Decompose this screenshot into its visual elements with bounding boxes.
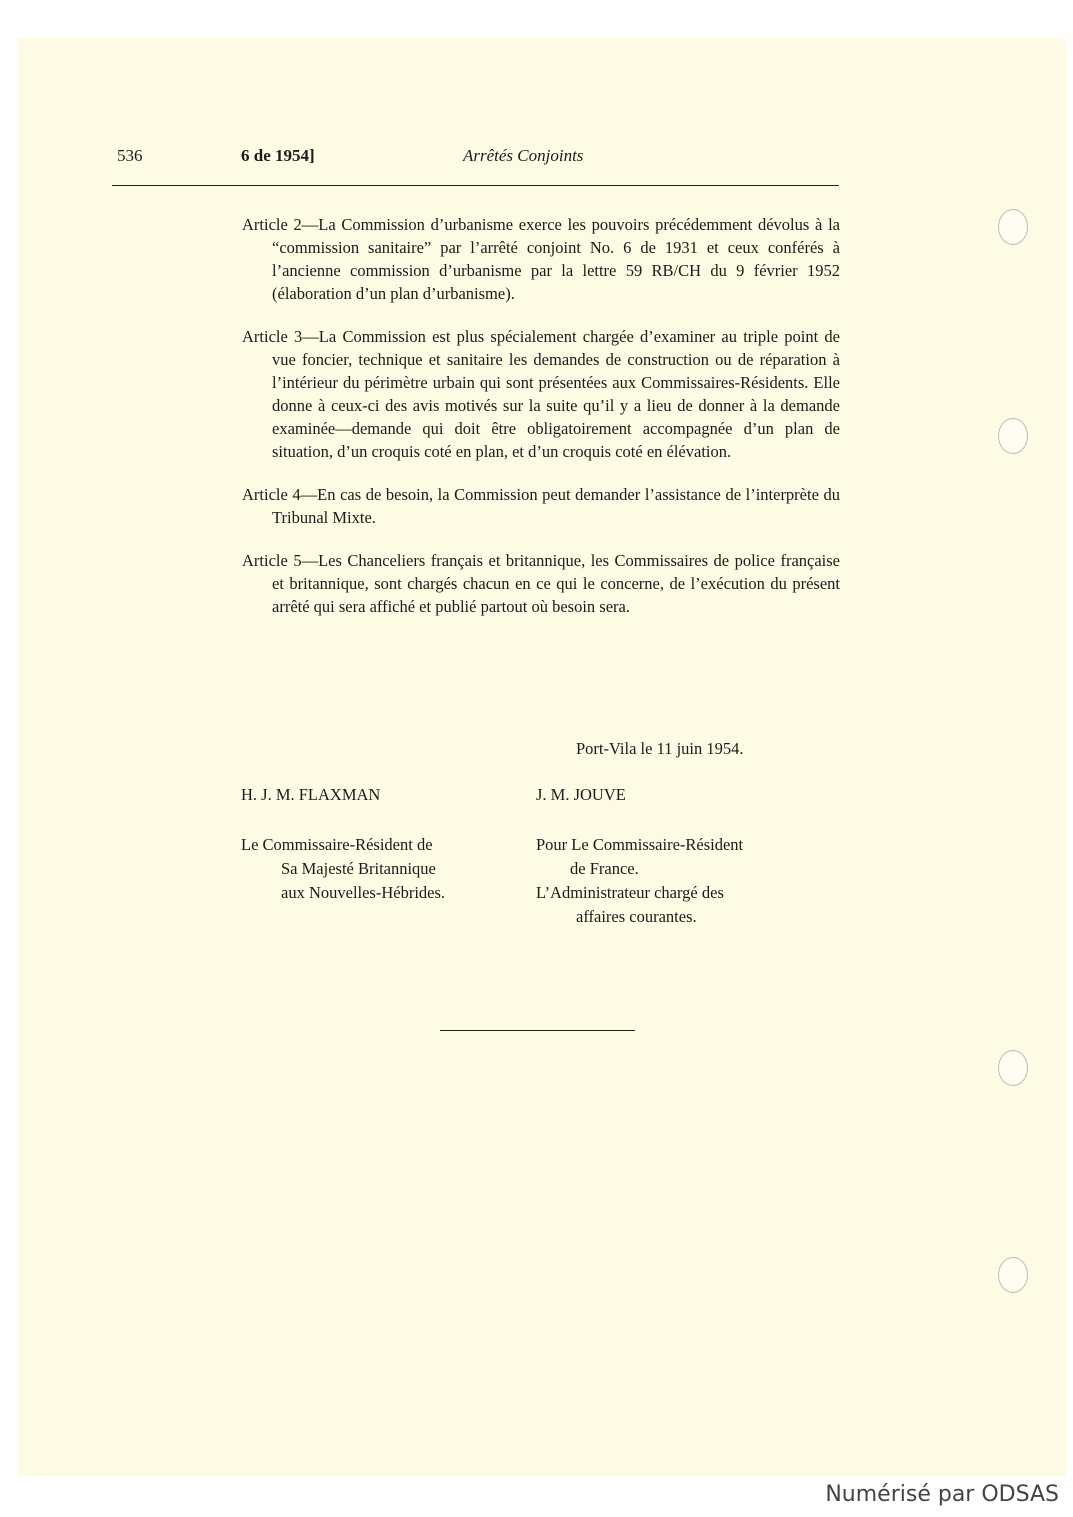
page-number: 536 (117, 146, 143, 165)
punch-hole (998, 1257, 1028, 1293)
signatory-right-title-line: affaires courantes. (576, 907, 697, 926)
punch-hole (998, 418, 1028, 454)
article-4: Article 4—En cas de besoin, la Commission peut demander l’assistance de l’interprète du Tribunal Mixte. (242, 485, 840, 527)
signatory-left-title-line: Le Commissaire-Résident de (241, 835, 433, 854)
header-rule (112, 185, 839, 186)
punch-hole (998, 209, 1028, 245)
article-2: Article 2—La Commission d’urbanisme exerce les pouvoirs précédemment dévolus à la “commission sanitaire” par l’arrêté conjoint No. 6 de 1931 et ceux conférés à l’ancienne commission d’urbanisme par la lettre 59 RB/CH du 9 février 1952 (élaboration d’un plan d’urbanisme). (242, 215, 840, 303)
digitization-watermark: Numérisé par ODSAS (825, 1482, 1059, 1507)
signatory-right-title-line: L’Administrateur chargé des (536, 883, 724, 902)
running-title: Arrêtés Conjoints (463, 146, 584, 165)
signatory-right-title-line: Pour Le Commissaire-Résident (536, 835, 744, 854)
articles-body (242, 213, 840, 638)
article-3: Article 3—La Commission est plus spécialement chargée d’examiner au triple point de vue foncier, technique et sanitaire les demandes de construction ou de réparation à l’intérieur du périmètre urbain qui sont présentées aux Commissaires-Résidents. Elle donne à ceux-ci des avis motivés sur la suite qu’il y a lieu de donner à la demande examinée—demande qui doit être obligatoirement accompagnée d’un plan de situation, d’un croquis coté en plan, et d’un croquis coté en élévation. (242, 327, 840, 461)
page-header (117, 146, 837, 172)
act-number: 6 de 1954] (241, 146, 315, 165)
signatory-left-title (241, 833, 445, 905)
article-5: Article 5—Les Chanceliers français et britannique, les Commissaires de police française et britannique, sont chargés chacun en ce qui le concerne, de l’exécution du présent arrêté qui sera affiché et publié partout où besoin sera. (242, 551, 840, 616)
signatory-left-name: H. J. M. FLAXMAN (241, 785, 381, 804)
signatory-right-title (536, 833, 743, 929)
place-date: Port-Vila le 11 juin 1954. (576, 739, 744, 758)
signatory-left-title-line: Sa Majesté Britannique (281, 859, 436, 878)
signatory-right-title-line: de France. (570, 859, 639, 878)
punch-hole (998, 1050, 1028, 1086)
signatory-right-name: J. M. JOUVE (536, 785, 626, 804)
end-rule (440, 1030, 635, 1031)
signatory-left-title-line: aux Nouvelles-Hébrides. (281, 883, 446, 902)
